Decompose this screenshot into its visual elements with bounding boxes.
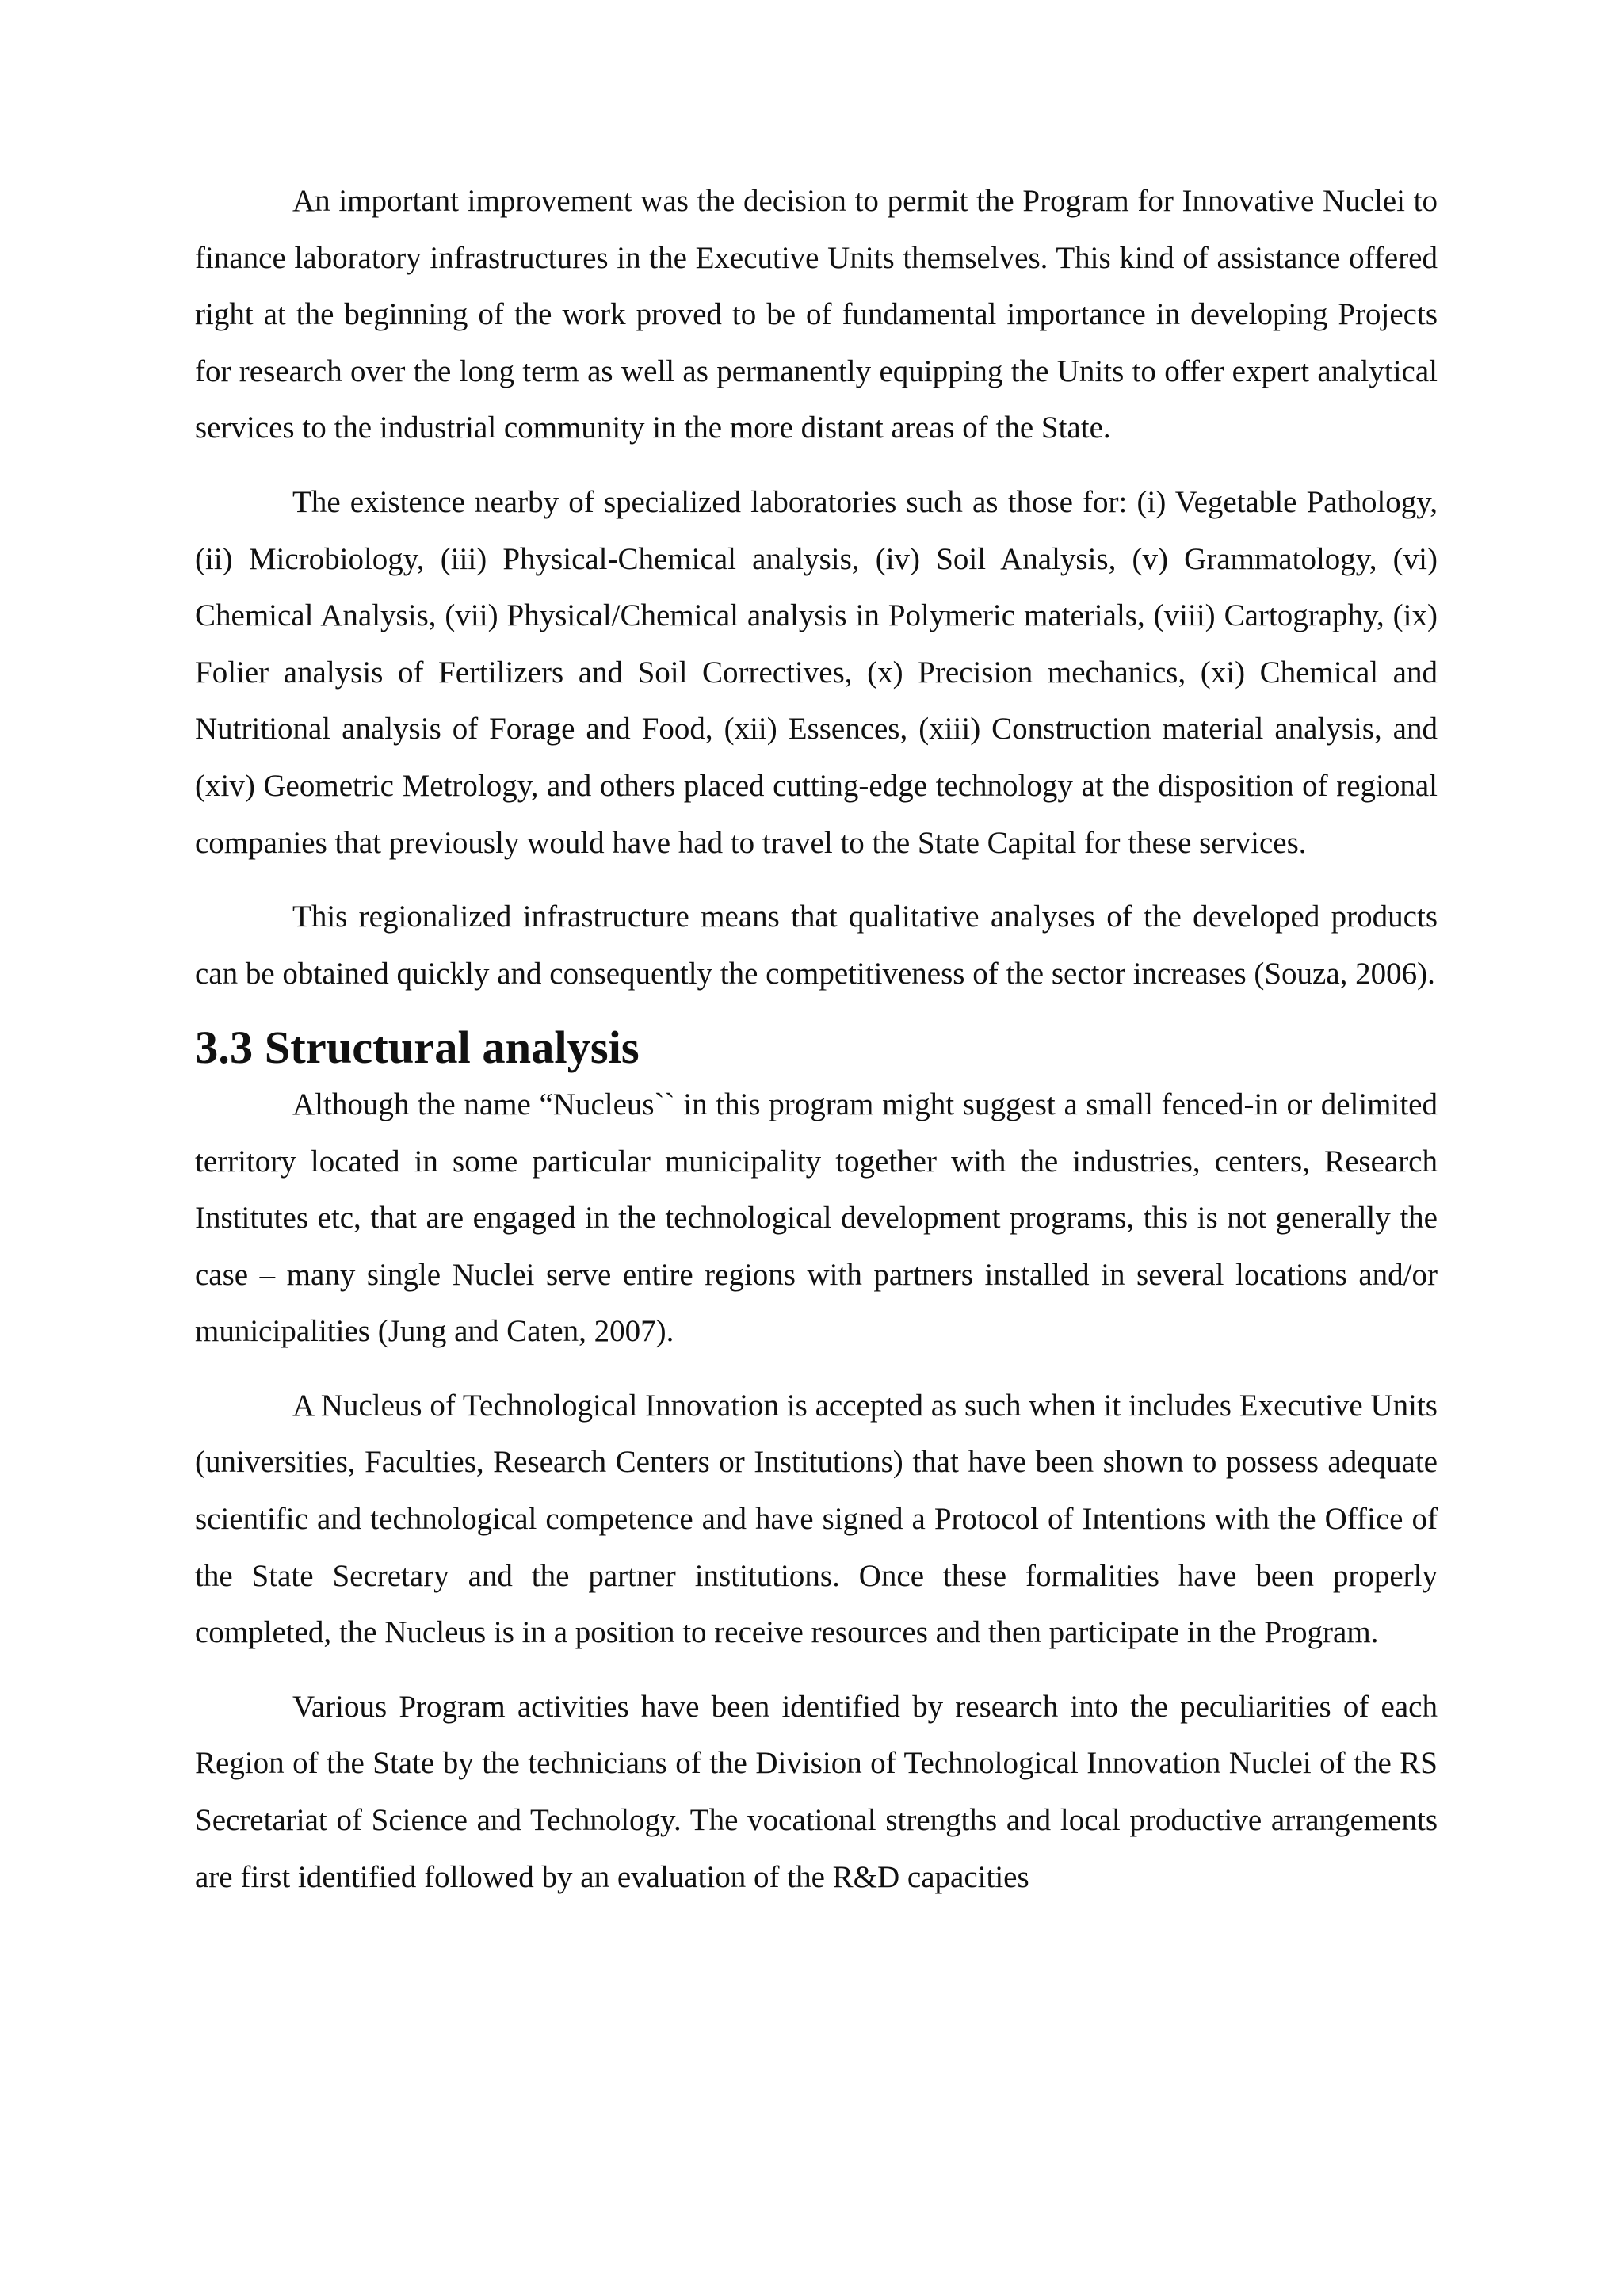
- section-heading: 3.3 Structural analysis: [195, 1022, 640, 1074]
- paragraph-nucleus-acceptance: A Nucleus of Technological Innovation is accepted as such when it includes Executive Units (universities, Faculties, Research Centers or Institutions) that have been shown to possess adequate scientific and technological competence and have signed a Protocol of Intentions with the Office of the State Secretary and the partner institutions. Once these formalities have been properly completed, the Nucleus is in a position to receive resources and then participate in the Program.: [195, 1388, 1438, 1650]
- paragraph-lab-infrastructure: An important improvement was the decision to permit the Program for Innovative Nuclei to finance laboratory infrastructures in the Executive Units themselves. This kind of assistance offered right at the beginning of the work proved to be of fundamental importance in developing Projects for research over the long term as well as permanently equipping the Units to offer expert analytical services to the industrial community in the more distant areas of the State.: [195, 184, 1438, 445]
- paragraph-nucleus-name: Although the name “Nucleus`` in this program might suggest a small fenced-in or delimited territory located in some particular municipality together with the industries, centers, Research Institutes etc, that are engaged in the technological development programs, this is not generally the case – many single Nuclei serve entire regions with partners installed in several locations and/or municipalities (Jung and Caten, 2007).: [195, 1087, 1438, 1349]
- paragraph-specialized-laboratories: The existence nearby of specialized laboratories such as those for: (i) Vegetable Pathology, (ii) Microbiology, (iii) Physical-Chemical analysis, (iv) Soil Analysis, (v) Grammatology, (vi) Chemical Analysis, (vii) Physical/Chemical analysis in Polymeric materials, (viii) Cartography, (ix) Folier analysis of Fertilizers and Soil Correctives, (x) Precision mechanics, (xi) Chemical and Nutritional analysis of Forage and Food, (xii) Essences, (xiii) Construction material analysis, and (xiv) Geometric Metrology, and others placed cutting-edge technology at the disposition of regional companies that previously would have had to travel to the State Capital for these services.: [195, 484, 1438, 860]
- paragraph-program-activities: Various Program activities have been identified by research into the peculiarities of each Region of the State by the technicians of the Division of Technological Innovation Nuclei of the RS Secretariat of Science and Technology. The vocational strengths and local productive arrangements are first identified followed by an evaluation of the R&D capacities: [195, 1689, 1438, 1894]
- paragraph-regionalized-infrastructure: This regionalized infrastructure means that qualitative analyses of the developed products can be obtained quickly and consequently the competitiveness of the sector increases (Souza, 2006).: [195, 900, 1438, 991]
- document-body: [195, 173, 1438, 1905]
